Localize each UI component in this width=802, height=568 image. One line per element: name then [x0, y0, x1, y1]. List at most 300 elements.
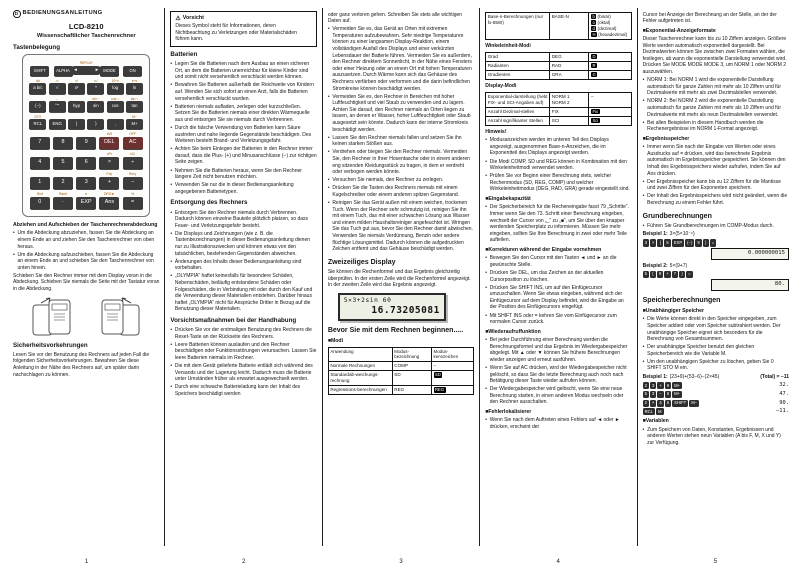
table-cell: Exponential-darstellung (hebt FIX- und SCI-Angaben auf)	[486, 92, 550, 107]
key-button: ln	[126, 83, 143, 93]
key-button: log	[107, 83, 124, 93]
mode-badge: o	[592, 20, 595, 26]
keypad-cell	[51, 192, 74, 209]
page-number: 3	[399, 559, 403, 565]
key-chip: )	[703, 239, 709, 246]
page-number: 5	[713, 559, 718, 565]
example-expression: (23+9)+(53−6)−(2×45)	[669, 374, 720, 381]
section-heading: Vorsichtsmaßnahmen bei der Handhabung	[170, 316, 297, 324]
bullet-text: Der Wiedergabespeicher wird gelöscht, wenn Sie eine neue Berechnung starten, in einen anderen Modus wechseln oder den Rechner ausschalten.	[489, 386, 624, 406]
example	[643, 231, 789, 259]
bullet-text: Versuchen Sie niemals, den Rechner zu zerlegen.	[332, 177, 444, 184]
key-button: RCL	[29, 119, 46, 129]
bullet-text: Der Ergebnisspeicher kann bis zu 12 Ziffern für die Mantisse und zwei Ziffern für den Exponenten speichern.	[647, 178, 781, 192]
table-row	[328, 371, 473, 386]
example-result: 47.	[779, 390, 790, 397]
table-cell: Base-n-Berechnungen (nur fx-85W)	[486, 13, 550, 40]
mode-table	[485, 12, 631, 40]
key-shift-label: nCr	[129, 152, 136, 157]
mode-badge: H	[592, 32, 596, 38]
bullet-item	[643, 223, 789, 230]
key-button: ÷	[123, 157, 143, 169]
example-result: 80.	[711, 279, 789, 290]
table-cell	[589, 116, 631, 125]
bullet-item	[328, 94, 474, 134]
key-button: ,	[107, 119, 124, 129]
language-d-icon: D	[14, 10, 19, 16]
section-heading: Sicherheitsvorkehrungen	[13, 341, 88, 349]
paragraph: Schieben Sie den Rechner immer mit dem Display voran in die Abdeckung. Schieben Sie niemals die Seite mit der Tastatur voran in die Abdeckung.	[13, 272, 160, 293]
bullet-text: Zum Speichern von Daten, Konstanten, Ergebnissen und anderen Werten stehen neun Variablen (A bis F, M, X und Y) zur Verfügung.	[647, 426, 781, 447]
bullet-text: Bewegen Sie den Cursor mit den Tasten ◄ und ► an die gewünschte Stelle.	[489, 255, 617, 268]
key-chip: ×	[651, 400, 655, 406]
bullet-item	[170, 61, 316, 81]
section-heading: Bevor Sie mit dem Rechnen beginnen.....	[327, 326, 464, 334]
key-button: ^	[87, 83, 104, 93]
key-chip: EXP	[673, 239, 683, 245]
bullet-text: Legen Sie die Batterien nach dem Ausbau an einen sicheren Ort, an dem die Batterien unerreichbar für kleine Kinder sind und somit nicht versehentlich verschluckt werden können.	[174, 61, 310, 81]
key-shift-label: Rnd	[36, 192, 43, 197]
bullet-item	[13, 252, 159, 272]
example-header	[643, 231, 789, 238]
key-shift-label: e^x	[131, 78, 138, 83]
bullet-text: Änderungen des Inhalts dieser Bedienungsanleitung sind vorbehalten.	[174, 258, 302, 272]
alpha-key: ALPHA	[54, 66, 73, 76]
bullet-item	[170, 182, 316, 195]
keypad-cell	[67, 79, 86, 94]
table-caption: Display-Modi	[485, 83, 517, 90]
sub-heading: ■Wiederaufruffunktion	[485, 328, 541, 335]
manual-column	[638, 8, 794, 546]
example-line	[643, 279, 789, 290]
paragraph: Cursor bei Anzeige der Berechnung an der Stelle, an der der Fehler aufgetreten ist.	[642, 11, 777, 25]
keypad-cell	[28, 192, 51, 209]
keypad-cell	[28, 61, 51, 76]
table-cell-text: (binär)	[596, 14, 611, 19]
bullet-item	[170, 168, 316, 181]
table-cell: GRA	[550, 70, 589, 79]
table-row	[486, 61, 631, 70]
table-cell	[589, 70, 631, 79]
bullet-item	[643, 359, 789, 372]
keypad-cell	[48, 97, 67, 112]
keypad-cell	[75, 132, 98, 149]
key-button: (−)	[29, 101, 46, 111]
table-cell: –	[589, 92, 631, 107]
key-shift-label: 10^x	[111, 78, 119, 83]
key-sequence	[643, 408, 664, 415]
bullet-text: Modusanzeichen werden im unteren Teil des Displays angezeigt, ausgenommen Base-n-Anzeichen, die im Exponentteil des Displays angezeigt werden.	[489, 137, 609, 157]
key-chip: (	[650, 271, 656, 278]
keypad-cell	[75, 192, 98, 209]
table-header-row	[328, 347, 473, 362]
bullet-item	[485, 173, 631, 193]
bullet-item	[170, 363, 316, 383]
bullet-text: Durch die falsche Verwendung von Batterien kann Säure austreten und nahe liegende Gegenstände beschädigen. Des Weiteren besteht Brand- und Verletzungsgefahr.	[174, 124, 312, 145]
table-cell: Anzahl signifikanter Stellen	[486, 116, 550, 125]
keypad-cell	[98, 172, 121, 189]
bullet-text: Mit SHIFT INS oder = kehren Sie vom Einfügecursor zum normalen Cursor zurück.	[489, 312, 617, 326]
bullet-item	[328, 177, 474, 184]
table-cell: RAD	[550, 61, 589, 70]
example-result: 32.	[779, 382, 790, 389]
key-button: √	[49, 83, 66, 93]
section-heading: Zweizeiliges Display	[327, 258, 396, 266]
bullet-text: Achten Sie beim Einlegen der Batterien in den Rechner immer darauf, dass die Plus- (+) und Minusanschlüsse (−) zur richtigen Seite zeigen.	[174, 146, 317, 166]
key-chip: M	[658, 408, 662, 414]
on-key: ON	[123, 66, 142, 76]
example-line	[643, 239, 789, 246]
sub-heading: ■Modi	[327, 337, 344, 344]
key-shift-label: OFF	[129, 132, 136, 137]
example-line	[643, 248, 789, 259]
key-shift-label: nPr	[106, 152, 113, 157]
table-cell: SCI	[550, 116, 589, 125]
example-result: 0.000000015	[711, 248, 789, 259]
bullet-text: Batterien niemals aufladen, zerlegen oder kurzschließen. Setzen Sie die Batterien niemals einer direkten Wärmequelle aus und entsorgen Sie sie niemals durch Verbrennen.	[174, 103, 310, 123]
key-button: 3	[76, 177, 96, 189]
key-button: cos	[107, 101, 124, 111]
table-row	[486, 107, 631, 116]
cover-slide-on-figure	[94, 296, 144, 338]
bullet-item	[170, 210, 316, 230]
key-chip: 4	[659, 400, 662, 406]
sub-heading: ■Korrekturen während der Eingabe vornehmen	[485, 246, 602, 253]
key-button: 9	[76, 137, 96, 149]
shift-key: SHIFT	[30, 66, 49, 76]
example-expression: 5×(9+7)	[669, 262, 688, 269]
mode-badge: d	[592, 26, 595, 32]
bullet-item	[643, 179, 789, 192]
manual-column	[8, 8, 165, 546]
key-shift-label: tan⁻¹	[130, 96, 139, 101]
sub-heading: ■Fehlerlokalisierer	[485, 409, 532, 415]
keypad-cell	[106, 79, 125, 94]
mode-badge: SD	[435, 372, 441, 378]
key-button: M+	[126, 119, 143, 129]
bullet-text: NORM 1: Bei NORM 1 wird die exponentielle Darstellung automatisch für ganze Zahlen mit mehr als 10 Ziffern und für Dezimalwerte mit mehr als zwei Dezimalstellen verwendet.	[647, 77, 781, 97]
mode-badge: R	[592, 62, 596, 68]
key-shift-label: M−	[132, 114, 137, 119]
key-shift-label: x!	[75, 78, 78, 83]
bullet-item	[170, 327, 316, 340]
bullet-item	[170, 82, 316, 102]
key-button: +	[99, 177, 119, 189]
sub-heading: Abziehen und Aufschieben der Taschenrechnerabdeckung	[13, 221, 158, 228]
key-shift-label: sin⁻¹	[92, 96, 100, 101]
bullet-item	[485, 365, 631, 385]
key-chip: SHIFT	[674, 400, 687, 406]
mode-badge: b	[592, 14, 595, 19]
bullet-text: „OLYMPIA“ haftet keinesfalls für besondere Schäden, Nebenschäden, beiläufig entstandene Schäden oder Folgeschäden, die in Verbindung mit oder durch den Kauf und die Verwendung dieser Materialien entstehen. Darüber hinaus haftet „OLYMPIA“ nicht für Ansprüche Dritter in Bezug auf die Benutzung dieser Materialien.	[174, 273, 313, 313]
key-button: Ans	[99, 197, 119, 209]
keypad-cell	[98, 192, 121, 209]
example-header	[643, 263, 789, 270]
bullet-text: Prüfen Sie vor Beginn einer Berechnung stets, welcher Rechenmodus (SD, REG, COMP) und welcher Winkeleinheitmodus (DEG, RAD, GRA) gerade eingestellt sind.	[489, 173, 630, 193]
key-button: =	[123, 197, 143, 209]
example-label: Beispiel 2:	[642, 262, 668, 269]
keypad-cell	[28, 79, 47, 94]
bullet-item	[485, 204, 631, 244]
key-chip: 5	[666, 400, 670, 406]
mode-badge: D	[592, 53, 596, 59]
bullet-item	[328, 185, 474, 198]
key-button: )	[87, 119, 104, 129]
key-shift-label: INS	[106, 132, 113, 137]
table-cell-text: NORM 1	[551, 93, 570, 99]
bullet-text: Drücken Sie vor der erstmaligen Benutzung des Rechners die Reset-Taste an der Rückseite des Rechners.	[174, 327, 312, 340]
mode-key: MODE	[100, 66, 119, 76]
example-label: Beispiel 1:	[642, 231, 668, 238]
section-heading: Batterien	[170, 50, 198, 58]
table-cell	[432, 386, 474, 395]
model-title: LCD-8210	[68, 21, 104, 31]
warning-icon: ⚠	[175, 15, 181, 22]
keypad-cell	[125, 79, 144, 94]
table-cell: BASE-N	[550, 13, 589, 40]
mode-badge: G	[592, 71, 596, 77]
example-header	[643, 374, 789, 381]
sub-heading: ■Unabhängiger Speicher	[642, 307, 704, 314]
bullet-item	[170, 273, 316, 313]
key-chip: (	[657, 239, 663, 246]
key-button: a b/c	[29, 83, 46, 93]
bullet-text: Durch eine schwache Batterieladung kann der Inhalt des Speichers beschädigt werden	[174, 384, 301, 397]
key-sequence	[643, 271, 693, 278]
key-button: 5	[53, 157, 73, 169]
bullet-item	[13, 230, 159, 250]
keypad-top-row	[28, 61, 144, 76]
table-cell	[589, 13, 631, 40]
cover-figures	[13, 296, 159, 338]
lcd-formula-line: 5×3+2sin 60	[343, 296, 392, 304]
key-button: ENG	[49, 119, 66, 129]
section-heading: Tastenbelegung	[13, 44, 60, 52]
table-cell: SD	[392, 371, 431, 386]
keypad-cell	[125, 115, 144, 130]
table-cell-text: (oktal)	[596, 20, 611, 26]
table-cell: Standardab-weichungs-rechnung	[328, 371, 392, 386]
keypad-cell	[67, 97, 86, 112]
key-chip: )	[679, 271, 685, 278]
caution-text: Dieses Symbol steht für Informationen, deren Nichtbeachtung zu Verletzungen oder Materialschäden führen kann.	[175, 23, 297, 43]
keypad-cell	[98, 61, 121, 76]
sub-heading: ■Exponential-Anzeigeformate	[642, 27, 716, 34]
keypad-cell	[28, 152, 51, 169]
bullet-text: Die Werte können direkt in den Speicher eingegeben, zum Speicher addiert oder vom Speicher subtrahiert werden. Der unabhängige Speicher eignet sich besonders für die Berechnung von Gesamtsummen.	[647, 316, 781, 343]
keypad-row	[28, 172, 144, 189]
keypad-cell	[121, 192, 144, 209]
key-chip: RCL	[644, 408, 654, 414]
bullet-item	[643, 144, 789, 177]
replay-right-icon: ►	[94, 67, 100, 73]
bullet-text: Verwenden Sie nur die in dieser Bedienungsanleitung angegebenen Batterietypen.	[174, 182, 294, 195]
key-sequence	[643, 239, 717, 246]
bullet-text: NORM 2: Bei NORM 2 wird die exponentielle Darstellung automatisch für ganze Zahlen mit mehr als 10 Ziffern und für Dezimalwerte mit mehr als neun Dezimalstellen verwendet.	[647, 98, 781, 118]
table-row	[486, 92, 631, 107]
key-button: DEL	[99, 137, 119, 149]
key-shift-label: ←	[55, 96, 59, 101]
caution-title	[175, 15, 311, 22]
bullet-text: Die Displays und Zeichnungen (wie z. B. die Tastenbezeichnungen) in dieser Bedienungsanleitung dienen nur zu Illustrationszwecken und können etwas von den tatsächlichen, bestehenden Gegenständen abweichen.	[174, 230, 311, 257]
bullet-item	[328, 149, 474, 175]
bullet-text: Lassen Sie den Rechner niemals fallen und setzen Sie ihn keinen starken Stößen aus.	[332, 134, 462, 148]
table-cell	[432, 371, 474, 386]
example	[643, 374, 789, 415]
table-row	[486, 116, 631, 125]
bullet-text: Bei jeder Durchführung einer Berechnung werden die Berechnungsformel und das Ergebnis im Wiedergabespeicher abgelegt. Mit ▲ oder ▼ können Sie frühere Berechnungen wieder anzeigen und erneut ausführen.	[489, 337, 628, 363]
table-cell: FIX	[550, 107, 589, 116]
key-chip: M+	[674, 391, 681, 397]
table-row	[328, 386, 473, 395]
page-footer	[8, 559, 794, 565]
key-button: ·	[53, 197, 73, 209]
calculator-keypad	[22, 54, 150, 217]
example-label: Beispiel 1:	[642, 374, 668, 381]
example-note: (Total) = −11	[760, 374, 790, 381]
keypad-cell	[98, 152, 121, 169]
lcd-result-line: 16.73205081	[371, 304, 440, 316]
table-cell-text: (dezimal)	[596, 26, 617, 32]
section-heading: Speicherberechnungen	[642, 296, 721, 304]
example-line	[643, 271, 789, 278]
keypad-row	[28, 115, 144, 130]
example	[643, 263, 789, 291]
mode-badge: Sci	[592, 117, 599, 123]
doc-type-label: BEDIENUNGSANLEITUNG	[22, 10, 103, 16]
keypad-cell	[75, 152, 98, 169]
key-button: 1	[30, 177, 50, 189]
key-chip: +	[659, 382, 662, 388]
key-chip: 9	[697, 239, 700, 245]
bullet-text: Wenn Sie auf AC drücken, wird der Wiedergabespeicher nicht gelöscht, so dass Sie die letzte Berechnung auch noch nach Betätigung dieser Taste wieder aufrufen können.	[489, 364, 627, 385]
keypad-cell	[106, 97, 125, 112]
table-cell-line	[552, 100, 587, 106]
columns-container	[8, 8, 794, 546]
replay-left-icon: ◄	[73, 67, 78, 73]
key-button: 7	[30, 137, 50, 149]
keypad-row	[28, 132, 144, 149]
table-row	[328, 362, 473, 371]
example-result: 90.	[779, 399, 790, 406]
bullet-item	[485, 417, 631, 430]
bullet-item	[170, 231, 316, 257]
bullet-item	[485, 285, 631, 311]
bullet-text: Vermeiden Sie es, den Rechner in Bereichen mit hoher Luftfeuchtigkeit und viel Staub zu verwenden und zu lagern. Achten Sie darauf, den Rechner niemals an Orten liegen zu lassen, an denen er Wasser, hoher Luftfeuchtigkeit oder Staub ausgesetzt sein könnte. Dadurch kann der interne Stromkreis beschädigt werden.	[332, 93, 471, 133]
key-sequence	[643, 400, 700, 407]
bullet-text: Wenn Sie nach dem Auftreten eines Fehlers auf ◄ oder ► drücken, erscheint der	[489, 417, 620, 430]
bullet-item	[485, 313, 631, 326]
page-number: 2	[242, 559, 246, 565]
key-shift-label: %	[131, 192, 135, 197]
key-chip: 2	[644, 382, 647, 388]
keypad-cell	[125, 97, 144, 112]
bullet-item	[485, 159, 631, 172]
bullet-item	[170, 146, 316, 166]
key-button: 6	[76, 157, 96, 169]
bullet-item	[643, 344, 789, 357]
key-shift-label: π	[85, 192, 88, 197]
page-number: 1	[84, 559, 89, 565]
key-button: °′″	[49, 101, 66, 111]
key-shift-label: DRG►	[103, 192, 115, 197]
keypad-cell	[86, 79, 105, 94]
example-line	[643, 400, 789, 407]
key-chip: M+	[674, 382, 681, 388]
caution-box	[170, 11, 316, 47]
bullet-item	[328, 200, 474, 253]
table-header-cell: Anwendung	[328, 347, 392, 362]
key-button: tan	[126, 101, 143, 111]
key-chip: =	[688, 271, 691, 277]
cover-slide-off-figure	[28, 296, 78, 338]
table-header-cell: Modus-kennzeichen	[432, 347, 474, 362]
mode-table	[328, 347, 474, 396]
bullet-item	[643, 427, 789, 447]
bullet-item	[485, 337, 631, 363]
key-shift-label: cos⁻¹	[111, 96, 120, 101]
table-cell-text: NORM 2	[551, 99, 570, 105]
paragraph: oder ganz verloren gehen. Schreiben Sie stets alle wichtigen Daten auf.	[327, 11, 463, 25]
key-chip: 3	[651, 382, 655, 388]
table-cell: Normale Rechnungen	[328, 362, 392, 371]
keypad-cell	[48, 79, 67, 94]
bullet-item	[485, 386, 631, 406]
key-button: (	[68, 119, 85, 129]
key-chip: 7	[673, 271, 677, 277]
key-chip: −	[659, 391, 662, 397]
example-expression: 3×(5×10⁻⁹)	[669, 231, 695, 238]
bullet-item	[485, 137, 631, 157]
mode-table	[485, 92, 631, 126]
key-button: hyp	[68, 101, 85, 111]
key-button: 2	[53, 177, 73, 189]
table-cell: REG	[392, 386, 431, 395]
bullet-item	[170, 125, 316, 145]
bullet-text: Verdrehen oder biegen Sie den Rechner niemals. Vermeiden Sie, den Rechner in Ihrer Hosentasche oder in einem anderen eng sitzenden Kleidungsstück zu tragen, in dem er verdreht oder verbogen werden könnte.	[332, 149, 470, 176]
section-heading: Entsorgung des Rechners	[170, 199, 248, 207]
bullet-item	[643, 98, 789, 118]
keypad-row	[28, 192, 144, 209]
bullet-text: Drücken Sie die Tasten des Rechners niemals mit einem Kugelschreiber oder einem anderen spitzen Gegenstand.	[332, 185, 460, 198]
key-button: 0	[30, 197, 50, 209]
bullet-text: Nehmen Sie die Batterien heraus, wenn Sie den Rechner längere Zeit nicht benutzen möchten.	[174, 167, 302, 181]
bullet-text: Der Speicherbereich für die Recheneingabe fasst 79 „Schritte“. Immer wenn Sie den 73. Schritt einer Berechnung eingeben, wechselt der Cursor von „_“ zu „■“, um Sie über den knapper werdenden Speicherplatz zu informieren. Müssen Sie mehr eingeben, sollten Sie Ihre Berechnung in zwei oder mehr Teile aufteilen.	[489, 204, 629, 244]
bullet-item	[643, 120, 789, 133]
bullet-text: Bewahren Sie Batterien außerhalb der Reichweite von Kindern auf. Wenden Sie sich sofort an einen Arzt, falls die Batterien versehentlich verschluckt wurden.	[174, 82, 314, 102]
bullet-text: Entsorgen Sie den Rechner niemals durch Verbrennen. Dadurch können einzelne Bauteile plötzlich platzen, so dass Feuer- und Verletzungsgefahr besteht.	[174, 209, 309, 229]
bullet-text: Leere Batterien können auslaufen und den Rechner beschädigen oder Funktionsstörungen verursachen. Lassen Sie leere Batterien niemals im Rechner.	[174, 341, 317, 362]
key-chip: ×	[651, 239, 655, 245]
key-button: 4	[30, 157, 50, 169]
table-cell	[589, 107, 631, 116]
key-sequence	[643, 382, 682, 389]
table-caption: Winkeleinheit-Modi	[485, 43, 531, 50]
paragraph: Dieser Taschenrechner kann bis zu 10 Ziffern anzeigen. Größere Werte werden automatisch exponentiell dargestellt. Bei Dezimalwerten können Sie zwischen zwei Formaten wählen, die festlegen, ab wann die exponentielle Darstellung verwendet wird. Drücken Sie MODE MODE MODE 3, um NORM 1 oder NORM 2 auszuwählen.	[642, 36, 787, 76]
replay-label: REPLAY	[79, 61, 93, 66]
table-cell	[589, 61, 631, 70]
bullet-text: Immer wenn Sie nach der Eingabe von Werten oder eines Ausdrucks auf = drücken, wird das berechnete Ergebnis automatisch im Ergebnisspeicher gespeichert. Sie können den Inhalt des Ergebnisspeichers wieder aufrufen, indem Sie auf Ans drücken.	[647, 144, 786, 177]
key-chip: 3	[651, 391, 655, 397]
key-shift-label: Ran#	[58, 192, 68, 197]
bullet-text: Führen Sie Grundberechnungen im COMP-Modus durch.	[647, 222, 774, 229]
example-line	[643, 382, 789, 389]
section-heading: Grundberechnungen	[642, 212, 712, 220]
key-chip: 2	[644, 400, 647, 406]
bullet-item	[328, 135, 474, 148]
caution-title-text: Vorsicht	[182, 15, 204, 21]
model-subtitle: Wissenschaftlicher Taschenrechner	[36, 32, 136, 39]
